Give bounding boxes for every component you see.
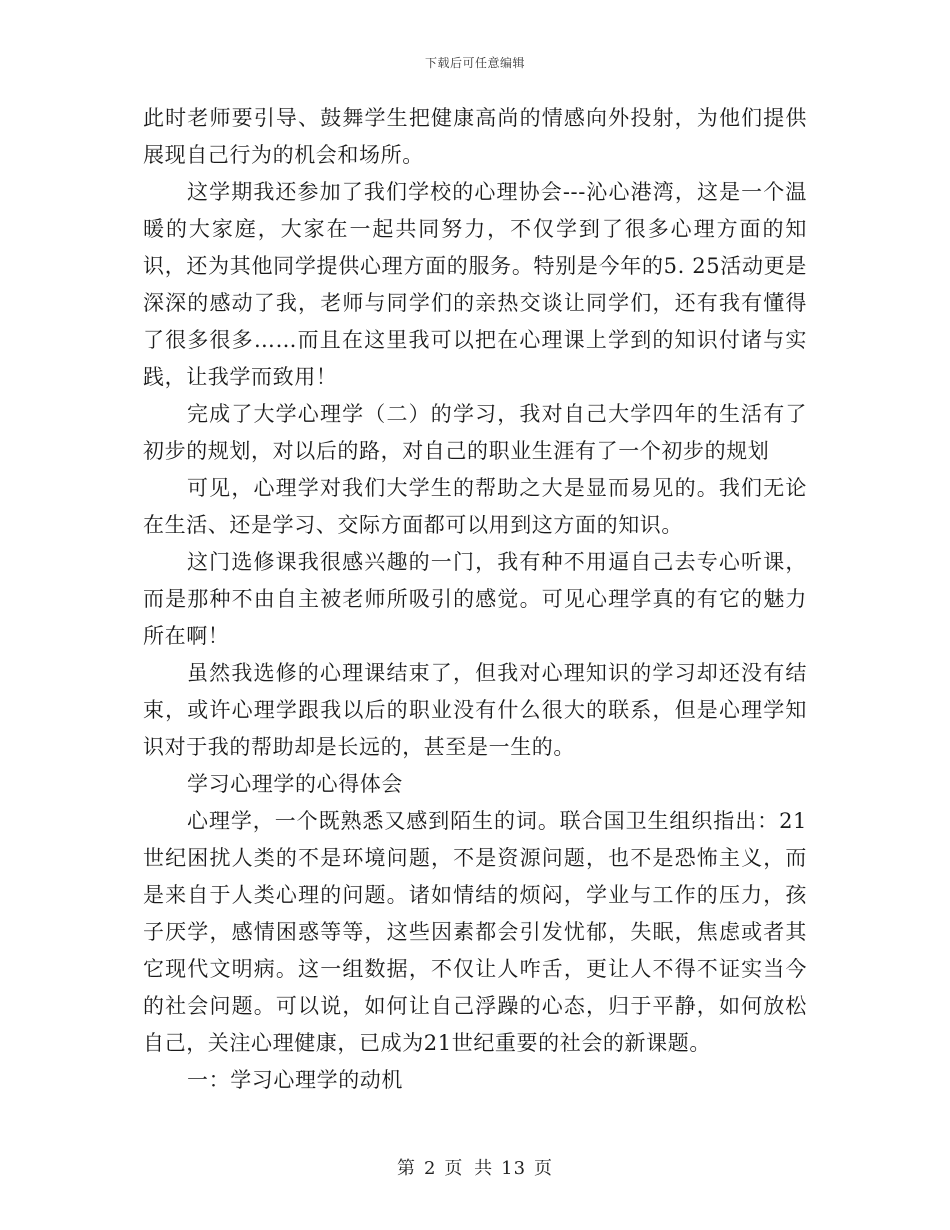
subsection-heading: 一：学习心理学的动机 xyxy=(187,1068,403,1092)
footer-suffix: 页 xyxy=(534,1158,554,1179)
paragraph-1: 此时老师要引导、鼓舞学生把健康高尚的情感向外投射，为他们提供展现自己行为的机会和场所。 xyxy=(143,106,807,167)
paragraph-3: 完成了大学心理学（二）的学习，我对自己大学四年的生活有了初步的规划，对以后的路，对自己的职业生涯有了一个初步的规划 xyxy=(143,402,807,463)
paragraph-6: 虽然我选修的心理课结束了，但我对心理知识的学习却还没有结束，或许心理学跟我以后的职业没有什么很大的联系，但是心理学知识对于我的帮助却是长远的，甚至是一生的。 xyxy=(143,661,807,759)
footer-total-pages: 13 xyxy=(501,1158,527,1179)
section-title: 学习心理学的心得体会 xyxy=(187,772,403,796)
footer-middle: 页 共 xyxy=(444,1158,494,1179)
paragraph-5: 这门选修课我很感兴趣的一门，我有种不用逼自己去专心听课，而是那种不由自主被老师所吸引的感觉。可见心理学真的有它的魅力所在啊！ xyxy=(143,550,807,648)
footer-prefix: 第 xyxy=(396,1158,416,1179)
paragraph-7: 心理学，一个既熟悉又感到陌生的词。联合国卫生组织指出：21世纪困扰人类的不是环境问题，不是资源问题，也不是恐怖主义，而是来自于人类心理的问题。诸如情结的烦闷，学业与工作的压力，孩子厌学，感情困惑等等，这些因素都会引发忧郁，失眠，焦虑或者其它现代文明病。这一组数据，不仅让人咋舌，更让人不得不证实当今的社会问题。可以说，如何让自己浮躁的心态，归于平静，如何放松自己，关注心理健康，已成为21世纪重要的社会的新课题。 xyxy=(143,809,807,1055)
page-footer xyxy=(0,1154,950,1180)
header-note: 下载后可任意编辑 xyxy=(424,56,525,70)
footer-current-page: 2 xyxy=(423,1158,437,1179)
paragraph-2: 这学期我还参加了我们学校的心理协会---沁心港湾，这是一个温暖的大家庭，大家在一起共同努力，不仅学到了很多心理方面的知识，还为其他同学提供心理方面的服务。特别是今年的5. 25活动更是深深的感动了我，老师与同学们的亲热交谈让同学们，还有我有懂得了很多很多……而且在这里我可以把在心理课上学到的知识付诸与实践，让我学而致用！ xyxy=(143,180,807,389)
paragraph-4: 可见，心理学对我们大学生的帮助之大是显而易见的。我们无论在生活、还是学习、交际方面都可以用到这方面的知识。 xyxy=(143,476,807,537)
document-body xyxy=(143,100,807,1099)
